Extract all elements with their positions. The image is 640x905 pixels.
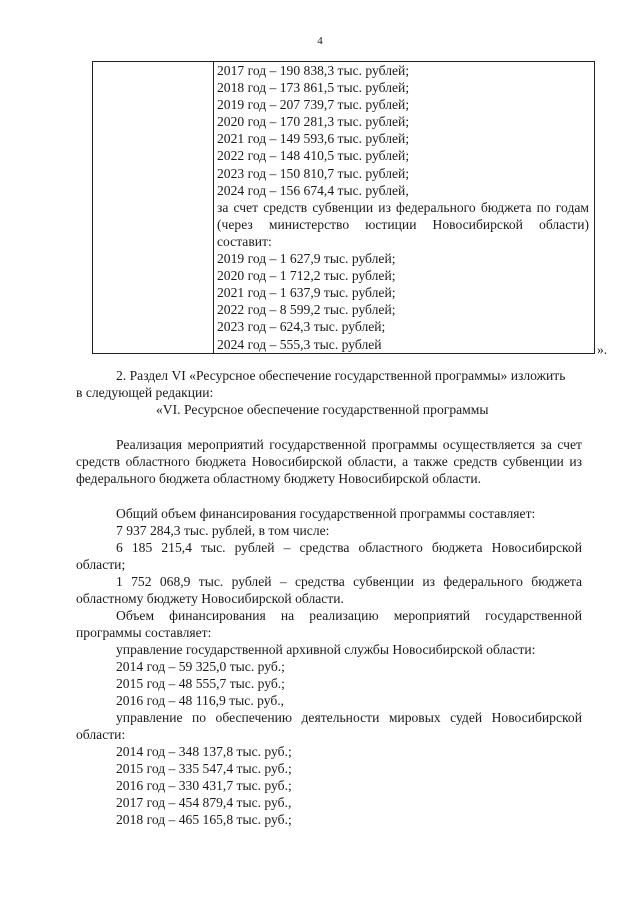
section-heading-text: «VI. Ресурсное обеспечение государственной программы bbox=[156, 402, 489, 417]
archive-year-line: 2014 год – 59 325,0 тыс. руб.; bbox=[116, 659, 285, 674]
budget-table bbox=[92, 61, 595, 354]
subvention-text: за счет средств субвенции из федерального бюджета по годам (через министерство юстиции Новосибирской области) составит: bbox=[217, 199, 589, 249]
judges-year-line: 2014 год – 348 137,8 тыс. руб.; bbox=[116, 744, 292, 759]
federal-line: областному бюджету Новосибирской области. bbox=[76, 591, 344, 606]
table-cell-empty bbox=[93, 62, 214, 354]
financing-block bbox=[76, 505, 582, 828]
subvention-line: 2020 год – 1 712,2 тыс. рублей; bbox=[217, 268, 396, 284]
table-row bbox=[93, 62, 595, 354]
activities-line: программы составляет: bbox=[76, 625, 212, 640]
subvention-line: 2021 год – 1 637,9 тыс. рублей; bbox=[217, 285, 396, 301]
judges-heading: области: bbox=[76, 727, 126, 742]
funding-line: 2023 год – 150 810,7 тыс. рублей; bbox=[217, 165, 410, 181]
judges-year-line: 2017 год – 454 879,4 тыс. руб., bbox=[116, 795, 292, 810]
item-2-line: 2. Раздел VI «Ресурсное обеспечение государственной программы» изложить bbox=[116, 368, 566, 383]
judges-year-line: 2016 год – 330 431,7 тыс. руб.; bbox=[116, 778, 292, 793]
closing-quote: ». bbox=[597, 342, 608, 357]
activities-line: Объем финансирования на реализацию мероприятий государственной bbox=[116, 608, 582, 623]
federal-line: 1 752 068,9 тыс. рублей – средства субвенции из федерального бюджета bbox=[116, 574, 582, 589]
item-2 bbox=[76, 367, 582, 401]
total-value: 7 937 284,3 тыс. рублей, в том числе: bbox=[116, 523, 330, 538]
funding-line: 2017 год – 190 838,3 тыс. рублей; bbox=[217, 63, 410, 78]
subvention-line: 2019 год – 1 627,9 тыс. рублей; bbox=[217, 251, 396, 267]
section-heading bbox=[156, 401, 586, 418]
archive-year-line: 2015 год – 48 555,7 тыс. руб.; bbox=[116, 676, 285, 691]
judges-heading: управление по обеспечению деятельности мировых судей Новосибирской bbox=[116, 710, 582, 725]
funding-line: 2018 год – 173 861,5 тыс. рублей; bbox=[217, 80, 410, 96]
subvention-line: 2022 год – 8 599,2 тыс. рублей; bbox=[217, 302, 396, 318]
judges-year-line: 2015 год – 335 547,4 тыс. руб.; bbox=[116, 761, 292, 776]
regional-line: области; bbox=[76, 557, 126, 572]
realization-paragraph bbox=[76, 436, 582, 487]
regional-line: 6 185 215,4 тыс. рублей – средства областного бюджета Новосибирской bbox=[116, 540, 582, 555]
funding-line: 2024 год – 156 674,4 тыс. рублей, bbox=[217, 182, 409, 198]
subvention-line: 2023 год – 624,3 тыс. рублей; bbox=[217, 319, 386, 335]
total-heading: Общий объем финансирования государственной программы составляет: bbox=[116, 506, 536, 521]
table-cell-funding bbox=[214, 62, 595, 354]
subvention-line: 2024 год – 555,3 тыс. рублей bbox=[217, 336, 382, 352]
funding-line: 2021 год – 149 593,6 тыс. рублей; bbox=[217, 131, 410, 147]
judges-year-line: 2018 год – 465 165,8 тыс. руб.; bbox=[116, 812, 292, 827]
archive-heading: управление государственной архивной службы Новосибирской области: bbox=[116, 642, 536, 657]
funding-line: 2019 год – 207 739,7 тыс. рублей; bbox=[217, 97, 410, 113]
funding-line: 2022 год – 148 410,5 тыс. рублей; bbox=[217, 148, 410, 164]
page-number: 4 bbox=[317, 35, 323, 47]
archive-year-line: 2016 год – 48 116,9 тыс. руб., bbox=[116, 693, 285, 708]
realization-text: Реализация мероприятий государственной программы осуществляется за счет средств областного бюджета Новосибирской области, а также средств субвенции из федерального бюджета областному бюджету Новосибирской области. bbox=[76, 437, 582, 486]
funding-line: 2020 год – 170 281,3 тыс. рублей; bbox=[217, 114, 410, 130]
item-2-line: в следующей редакции: bbox=[76, 385, 214, 400]
